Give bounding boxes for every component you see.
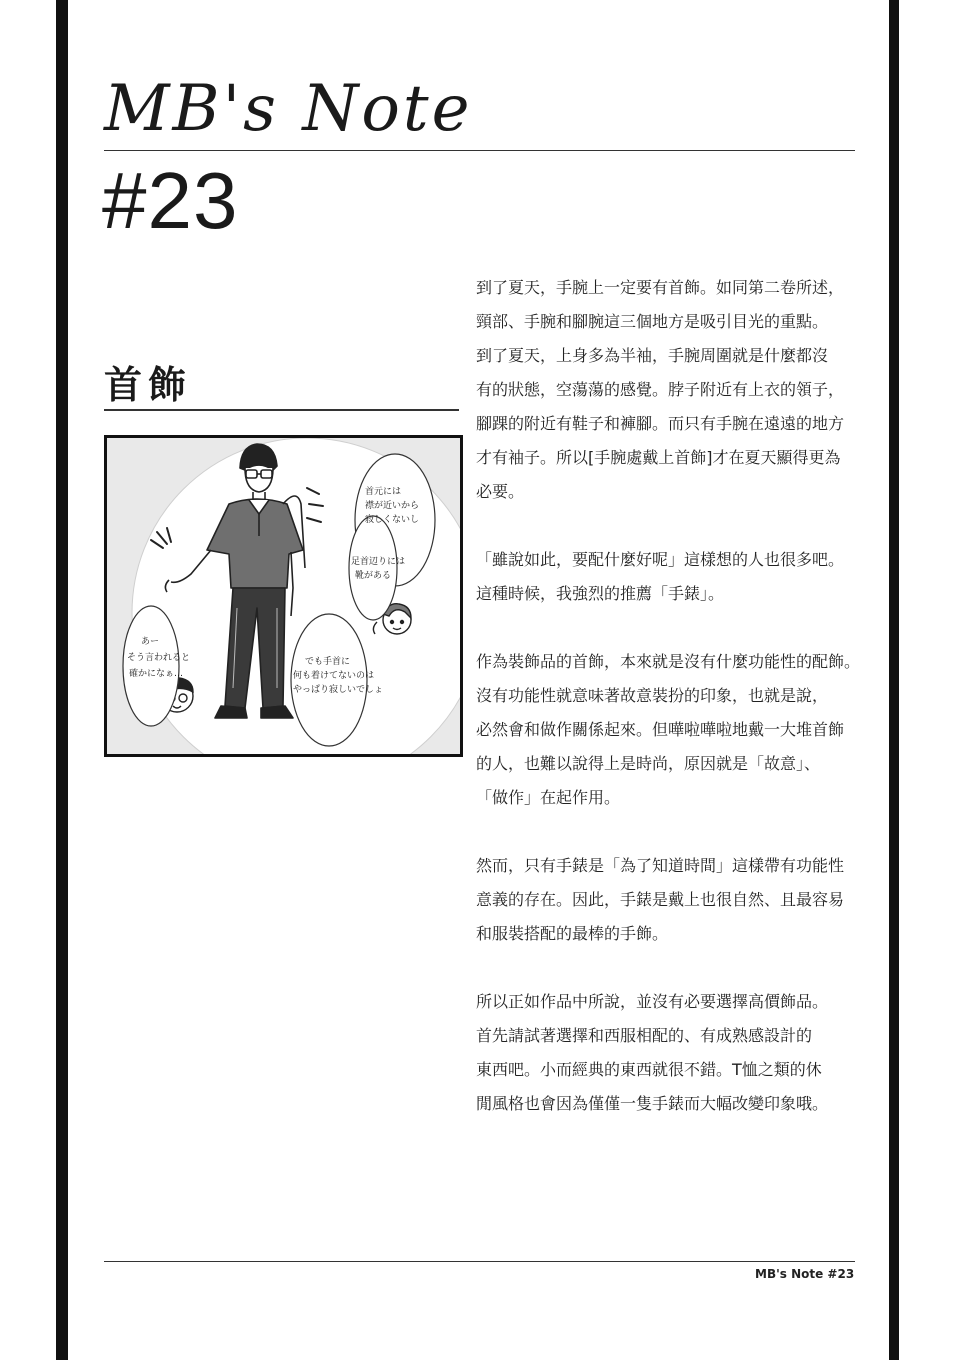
- text-line: 所以正如作品中所說，並沒有必要選擇高價飾品。: [476, 992, 829, 1011]
- speech-bubble-2: [349, 516, 397, 620]
- text-line: 和服裝搭配的最棒的手飾。: [476, 924, 669, 943]
- paragraph-5: [476, 985, 886, 1121]
- text-line: 這種時候，我強烈的推薦「手錶」。: [476, 584, 725, 603]
- text-line: 必然會和做作關係起來。但嘩啦嘩啦地戴一大堆首飾: [476, 720, 845, 739]
- paragraph-1: [476, 271, 886, 509]
- text-line: 作為裝飾品的首飾，本來就是沒有什麼功能性的配飾。: [476, 652, 861, 671]
- text-line: 腳踝的附近有鞋子和褲腳。而只有手腕在遠遠的地方: [476, 414, 845, 433]
- text-line: 「做作」在起作用。: [476, 788, 621, 807]
- text-line: 到了夏天，手腕上一定要有首飾。如同第二卷所述，: [476, 278, 845, 297]
- paragraph-2: [476, 543, 886, 611]
- bubble-3-line-2: 何も着けてないのは: [293, 671, 375, 681]
- article-body: [476, 271, 886, 1155]
- text-line: 東西吧。小而經典的東西就很不錯。T恤之類的休: [476, 1060, 822, 1079]
- footer-divider: [104, 1261, 855, 1262]
- issue-number: #23: [102, 156, 239, 245]
- bubble-4-line-3: 確かになぁ…: [129, 669, 184, 679]
- bubble-2-line-2: 靴がある: [355, 571, 392, 581]
- text-line: 才有袖子。所以[手腕處戴上首飾]才在夏天顯得更為: [476, 448, 841, 467]
- section-title: 首飾: [104, 363, 193, 407]
- footer-label: MB's Note #23: [755, 1267, 855, 1281]
- bubble-1-line-2: 襟が近いから: [365, 501, 420, 511]
- bubble-4-line-1: あー: [141, 637, 160, 647]
- header-divider: [104, 150, 855, 151]
- manga-illustration: [104, 435, 463, 757]
- section-divider: [104, 409, 459, 411]
- text-line: 頸部、手腕和腳腕這三個地方是吸引目光的重點。: [476, 312, 829, 331]
- bubble-3-line-1: でも手首に: [305, 657, 351, 667]
- text-line: 首先請試著選擇和西服相配的、有成熟感設計的: [476, 1026, 813, 1045]
- paragraph-4: [476, 849, 886, 951]
- text-line: 沒有功能性就意味著故意裝扮的印象，也就是說，: [476, 686, 829, 705]
- text-line: 的人，也難以說得上是時尚，原因就是「故意」、: [476, 754, 821, 773]
- text-line: 然而，只有手錶是「為了知道時間」這樣帶有功能性: [476, 856, 845, 875]
- bubble-2-line-1: 足首辺りには: [351, 557, 406, 567]
- text-line: 必要。: [476, 482, 525, 501]
- speech-bubble-4: [123, 606, 179, 726]
- text-line: 有的狀態，空蕩蕩的感覺。脖子附近有上衣的領子，: [476, 380, 845, 399]
- right-border-bar: [889, 0, 899, 1360]
- text-line: 意義的存在。因此，手錶是戴上也很自然、且最容易: [476, 890, 845, 909]
- note-title: MB's Note: [104, 72, 473, 146]
- bubble-4-line-2: そう言われると: [127, 653, 191, 663]
- bubble-1-line-1: 首元には: [365, 487, 402, 497]
- paragraph-3: [476, 645, 886, 815]
- text-line: 閒風格也會因為僅僅一隻手錶而大幅改變印象哦。: [476, 1094, 829, 1113]
- bubble-1-line-3: 寂しくないし: [365, 515, 420, 525]
- text-line: 「雖說如此，要配什麼好呢」這樣想的人也很多吧。: [476, 550, 845, 569]
- text-line: 到了夏天，上身多為半袖，手腕周圍就是什麼都沒: [476, 346, 829, 365]
- bubble-3-line-3: やっぱり寂しいでしょ: [293, 685, 384, 695]
- left-border-bar: [56, 0, 68, 1360]
